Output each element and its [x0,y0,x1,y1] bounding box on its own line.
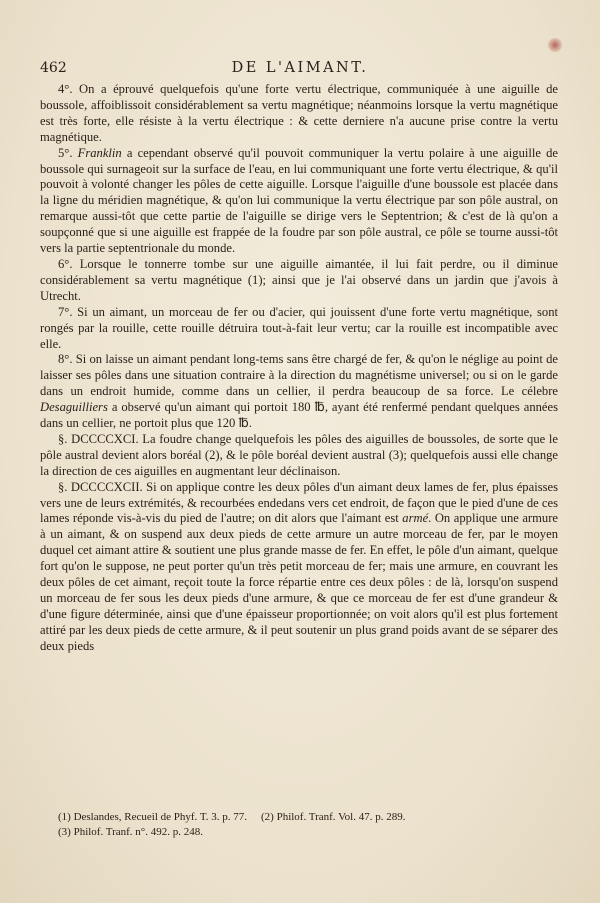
ink-stain [548,38,562,52]
paragraph-8: 8°. Si on laisse un aimant pendant long-tems sans être chargé de fer, & qu'on le néglige au point de laisser ses pôles dans une situation contraire à la direction du magnétisme universel; ou si on le garde dans un endroit humide, comme dans un cellier, il perdra beaucoup de sa force. Le célebre Desaguilliers a observé qu'un aimant qui portoit 180 ℔, ayant été renfermé pendant quelques années dans un cellier, ne portoit plus que 120 ℔. [40,352,558,431]
footnote-1: (1) Deslandes, Recueil de Phyf. T. 3. p. 77. [58,811,247,823]
body-text [40,82,558,655]
page-number: 462 [40,60,67,76]
author-name-franklin: Franklin [77,145,122,160]
paragraph-7: 7°. Si un aimant, un morceau de fer ou d'acier, qui jouissent d'une forte vertu magnétique, sont rongés par la rouille, cette rouille détruira tout-à-fait leur vertu; car la rouille est incompatible avec elle. [40,304,558,351]
footnote-line-2 [58,825,558,840]
section-dccccxcii: §. DCCCCXCII. Si on applique contre les deux pôles d'un aimant deux lames de fer, plus épaisses vers une de leurs extrémités, & recourbées endedans vers cet endroit, de façon que le pied d'une de ces lames réponde vis-à-vis du pied de l'autre; on dit alors que l'aimant est armé. On applique une armure à un aimant, & on suspend aux deux pieds de cette armure un autre morceau de fer, par le moyen duquel cet aimant attire & soutient une plus grande masse de fer. En effet, le pôle d'un aimant, quelque fort qu'on le suppose, ne peut porter qu'un très petit morceau de fer; mais une armure, en couvrant les deux pôles de cet aimant, reçoit toute la force répartie entre ces deux pôles : de là, lorsqu'on suspend un morceau de fer sous les deux pieds d'une armure, & que ce morceau de fer est d'une grandeur & d'une figure déterminée, ainsi que d'une épaisseur proportionnée; on voit alors qu'il est plus fortement attiré par les deux pieds de cette armure, & il peut soutenir un plus grand poids avant de se séparer des deux pieds [40,479,559,653]
running-title: DE L'AIMANT. [231,60,369,76]
footnote-2: (2) Philof. Tranf. Vol. 47. p. 289. [261,811,406,823]
footnote-3: (3) Philof. Tranf. n°. 492. p. 248. [58,826,203,838]
paragraph-5: 5°. Franklin a cependant observé qu'il pouvoit communiquer la vertu polaire à une aiguille de boussole qui surnageoit sur la surface de l'eau, en lui communiquant une forte vertu électrique, & qu'il pouvoit à volonté changer les pôles de cette aiguille. Lorsque l'aiguille d'une boussole est placée dans la ligne du méridien magnétique, & qu'on lui communique la vertu électrique par son pôle austral, on remarque aussi-tôt que cette partie de l'aiguille se dirige vers le Septentrion; & c'est de là qu'on a soupçonné que si une aiguille est frappée de la foudre par son pôle austral, ce pôle se tourne aussi-tôt vers la partie septentrionale du monde. [40,145,558,256]
footnotes [58,810,558,840]
page-header [40,60,560,82]
author-name-desaguilliers: Desaguilliers [40,400,108,415]
section-dccccxci: §. DCCCCXCI. La foudre change quelquefois les pôles des aiguilles de boussoles, de sorte que le pôle austral devient alors boréal (2), & le pôle boréal devient austral (3); quelquefois aussi elle change la direction de ces aiguilles en augmentant leur déclinaison. [40,431,558,478]
footnote-line-1 [58,810,558,825]
paragraph-4: 4°. On a éprouvé quelquefois qu'une forte vertu électrique, communiquée à une aiguille de boussole, affoiblissoit considérablement sa vertu magnétique; néanmoins lorsque la vertu magnétique est très forte, elle résiste à la vertu électrique : & cette derniere n'a aucune prise contre la vertu magnétique. [40,82,558,144]
paragraph-6: 6°. Lorsque le tonnerre tombe sur une aiguille aimantée, il lui fait perdre, ou il diminue considérablement sa vertu magnétique (1); ainsi que je l'ai observé dans un jardin que j'avois à Utrecht. [40,256,558,303]
term-arme: armé [402,511,429,526]
